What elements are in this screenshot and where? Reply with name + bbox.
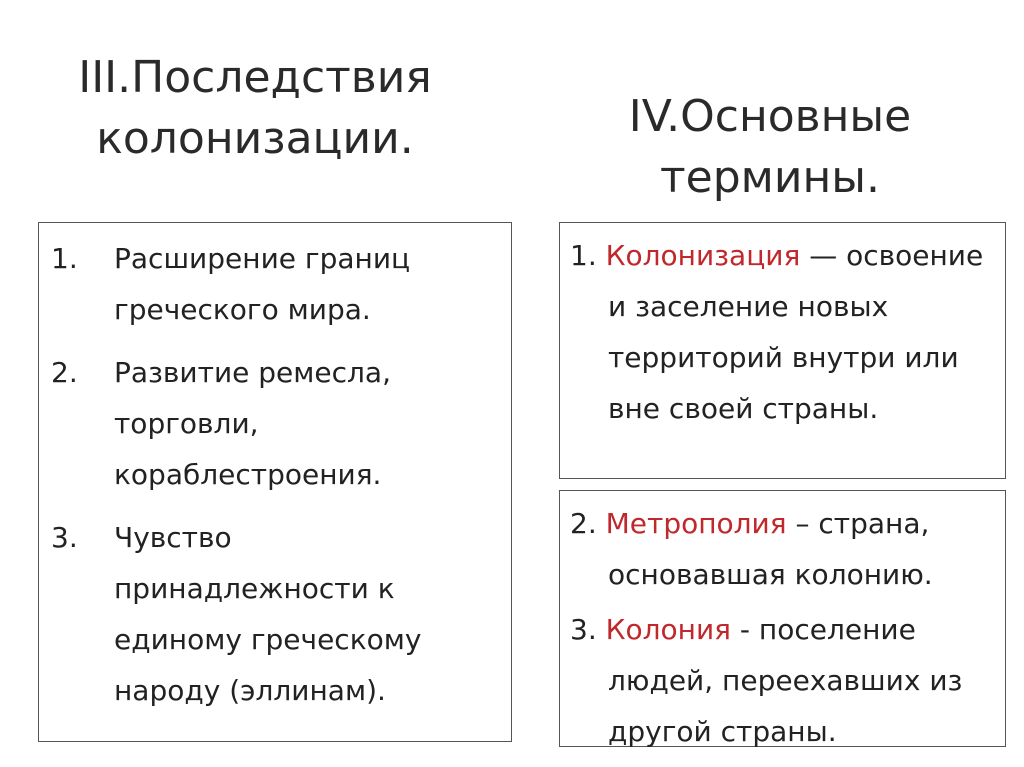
term-box-metropolis-colony [559,490,1006,747]
item-text: Развитие ремесла, торговли, кораблестроения. [114,356,391,491]
term-name: Колония [605,613,732,646]
list-item [51,233,511,335]
consequences-heading [50,47,460,169]
item-number: 2. [51,356,78,389]
term-definition [560,230,1005,434]
term-description: – страна, основавшая колонию. [608,507,933,591]
consequences-heading-line2: колонизации. [96,113,414,164]
term-name: Метрополия [605,507,787,540]
term-definition [560,604,1005,757]
consequences-heading-line1: III.Последствия [78,52,432,103]
term-box-colonization [559,222,1006,479]
list-item [51,347,511,500]
term-definition [560,498,1005,600]
item-text: Чувство принадлежности к единому греческому народу (эллинам). [114,521,422,707]
item-number: 1. [51,242,78,275]
consequences-list [39,223,511,716]
term-name: Колонизация [605,239,801,272]
terms-heading [560,86,980,208]
term-description: — освоение и заселение новых территорий внутри или вне своей страны. [608,239,984,425]
term-description: - поселение людей, переехавших из другой страны. [608,613,963,748]
list-item [51,512,511,716]
terms-heading-line2: термины. [660,152,880,203]
term-number: 1. [570,239,597,272]
term-number: 2. [570,507,597,540]
term-number: 3. [570,613,597,646]
terms-heading-line1: IV.Основные [628,91,912,142]
consequences-box [38,222,512,742]
item-number: 3. [51,521,78,554]
item-text: Расширение границ греческого мира. [114,242,411,326]
